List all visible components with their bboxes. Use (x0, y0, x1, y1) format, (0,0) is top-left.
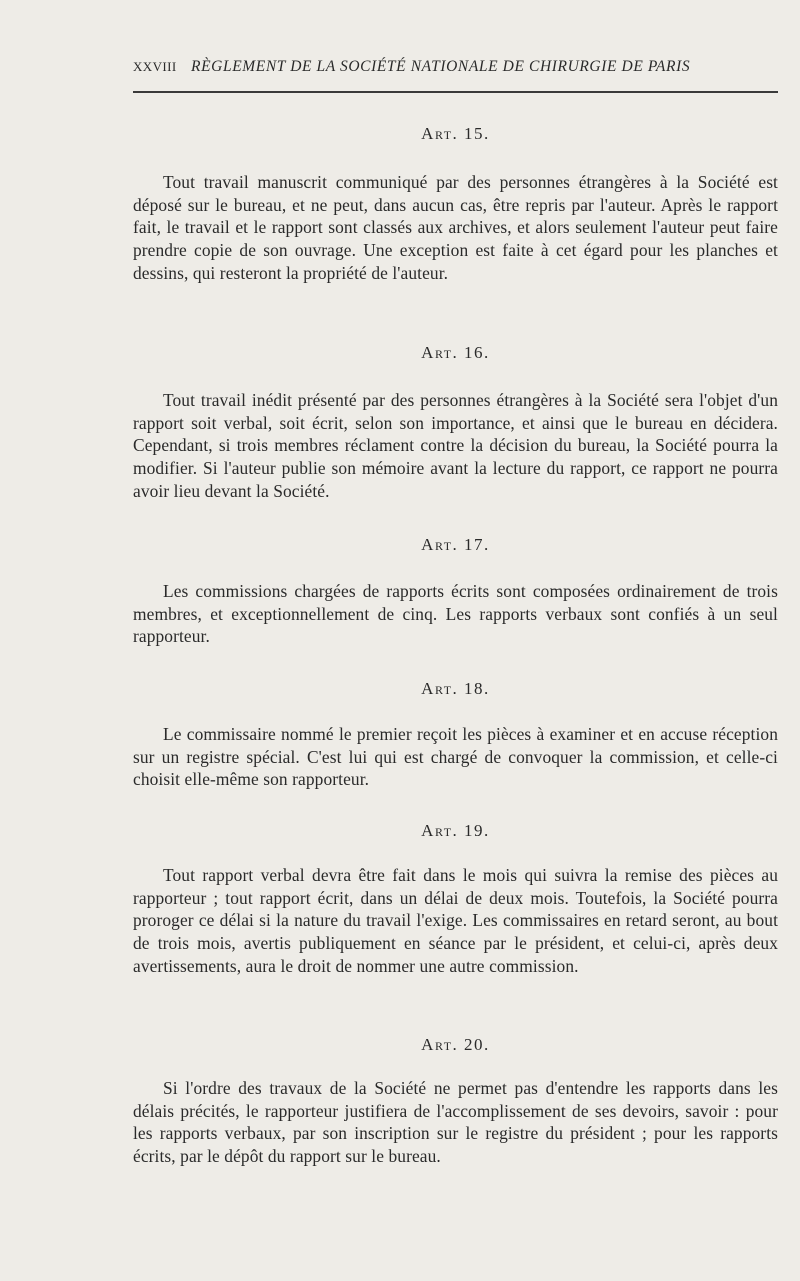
article-18-text: Le commissaire nommé le premier reçoit les pièces à examiner et en accuse réception sur un registre spécial. C'est lui qui est chargé de convoquer la commission, et celle-ci choisit elle-même son rapporteur. (133, 724, 778, 790)
header-rule (133, 91, 778, 93)
running-title: RÈGLEMENT DE LA SOCIÉTÉ NATIONALE DE CHIRURGIE DE PARIS (191, 58, 691, 75)
article-19-text: Tout rapport verbal devra être fait dans le mois qui suivra la remise des pièces au rapporteur ; tout rapport écrit, dans un délai de deux mois. Toutefois, la Société pourra proroger ce délai si la nature du travail l'exige. Les commissaires en retard seront, au bout de trois mois, avertis publiquement en séance par le président, et celui-ci, après deux avertissements, aura le droit de nommer une autre commission. (133, 865, 778, 976)
article-15-heading: Art. 15. (421, 124, 490, 143)
page-header (133, 58, 778, 76)
article-19-heading: Art. 19. (421, 821, 490, 840)
article-20-heading: Art. 20. (421, 1035, 490, 1054)
article-16-heading: Art. 16. (421, 343, 490, 362)
article-20-text: Si l'ordre des travaux de la Société ne permet pas d'entendre les rapports dans les délais précités, le rapporteur justifiera de l'accomplissement de ses devoirs, savoir : pour les rapports verbaux, par son inscription sur le registre du président ; pour les rapports écrits, par le dépôt du rapport sur le bureau. (133, 1078, 778, 1167)
article-15-text: Tout travail manuscrit communiqué par des personnes étrangères à la Société est déposé sur le bureau, et ne peut, dans aucun cas, être repris par l'auteur. Après le rapport fait, le travail et le rapport sont classés aux archives, et alors seulement l'auteur peut faire prendre copie de son ouvrage. Une exception est faite à cet égard pour les planches et dessins, qui resteront la propriété de l'auteur. (133, 172, 778, 283)
article-17-text: Les commissions chargées de rapports écrits sont composées ordinairement de trois membres, et exceptionnellement de cinq. Les rapports verbaux sont confiés à un seul rapporteur. (133, 581, 778, 647)
article-17-heading: Art. 17. (421, 535, 490, 554)
article-18-heading: Art. 18. (421, 679, 490, 698)
article-16-text: Tout travail inédit présenté par des personnes étrangères à la Société sera l'objet d'un rapport soit verbal, soit écrit, selon son importance, et ainsi que le bureau en décidera. Cependant, si trois membres réclament contre la décision du bureau, la Société pourra la modifier. Si l'auteur publie son mémoire avant la lecture du rapport, ce rapport ne pourra avoir lieu devant la Société. (133, 390, 778, 501)
page-number: XXVIII (133, 59, 177, 74)
